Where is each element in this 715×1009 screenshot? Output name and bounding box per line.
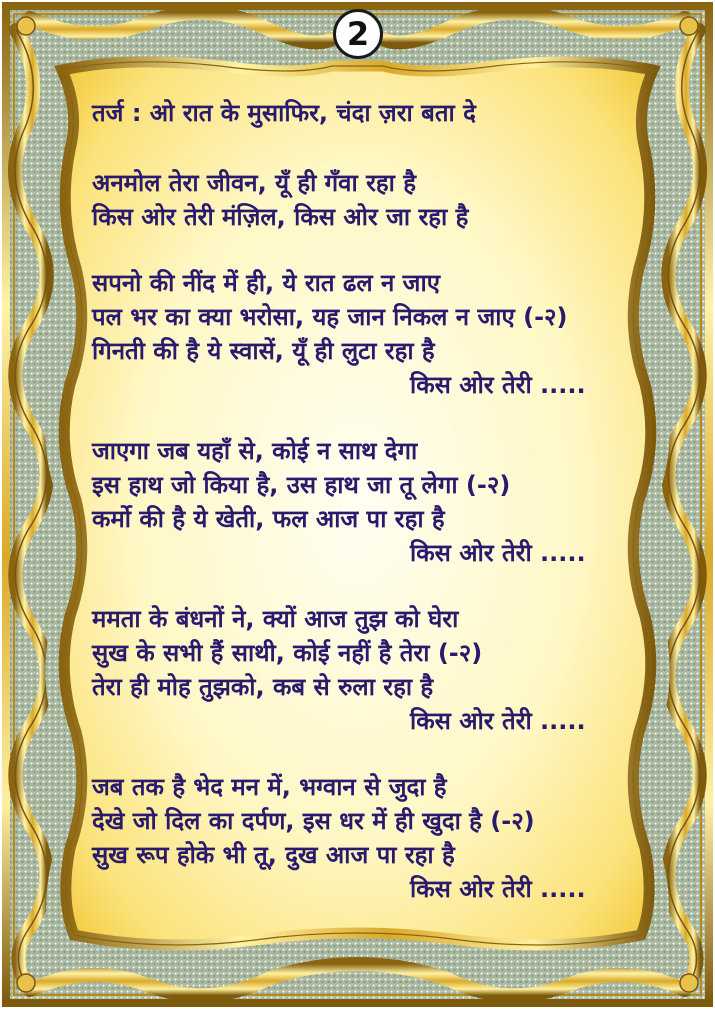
verse-line: जब तक है भेद मन में, भग्वान से जुदा है [92,773,447,801]
verse-line: सुख रूप होके भी तू, दुख आज पा रहा है [92,841,455,869]
verse-line: कर्मो की है ये खेती, फल आज पा रहा है [92,505,445,533]
verse-line: पल भर का क्या भरोसा, यह जान निकल न जाए (-२) [92,303,568,331]
verse-line: जाएगा जब यहाँ से, कोई न साथ देगा [92,437,418,465]
verse-line: सुख के सभी हैं साथी, कोई नहीं है तेरा (-२) [92,639,483,667]
chorus-line: अनमोल तेरा जीवन, यूँ ही गँवा रहा है [92,169,416,197]
verse-line: देखे जो दिल का दर्पण, इस धर में ही खुदा है (-२) [92,807,535,835]
verse-line: गिनती की है ये स्वासें, यूँ ही लुटा रहा है [92,337,435,365]
refrain-line: किस ओर तेरी ..... [410,875,586,903]
verse-line: ममता के बंधनों ने, क्यों आज तुझ को घेरा [92,605,459,633]
refrain-line: किस ओर तेरी ..... [410,539,586,567]
page-number-badge: 2 [333,9,383,59]
verse-line: इस हाथ जो किया है, उस हाथ जा तू लेगा (-२) [92,471,511,499]
tarz-line: तर्ज : ओ रात के मुसाफिर, चंदा ज़रा बता दे [92,99,476,127]
refrain-line: किस ओर तेरी ..... [410,371,586,399]
refrain-line: किस ओर तेरी ..... [410,707,586,735]
verse-line: तेरा ही मोह तुझको, कब से रुला रहा है [92,673,434,701]
chorus-line: किस ओर तेरी मंज़िल, किस ओर जा रहा है [92,203,469,231]
verse-line: सपनो की नींद में ही, ये रात ढल न जाए [92,269,440,297]
